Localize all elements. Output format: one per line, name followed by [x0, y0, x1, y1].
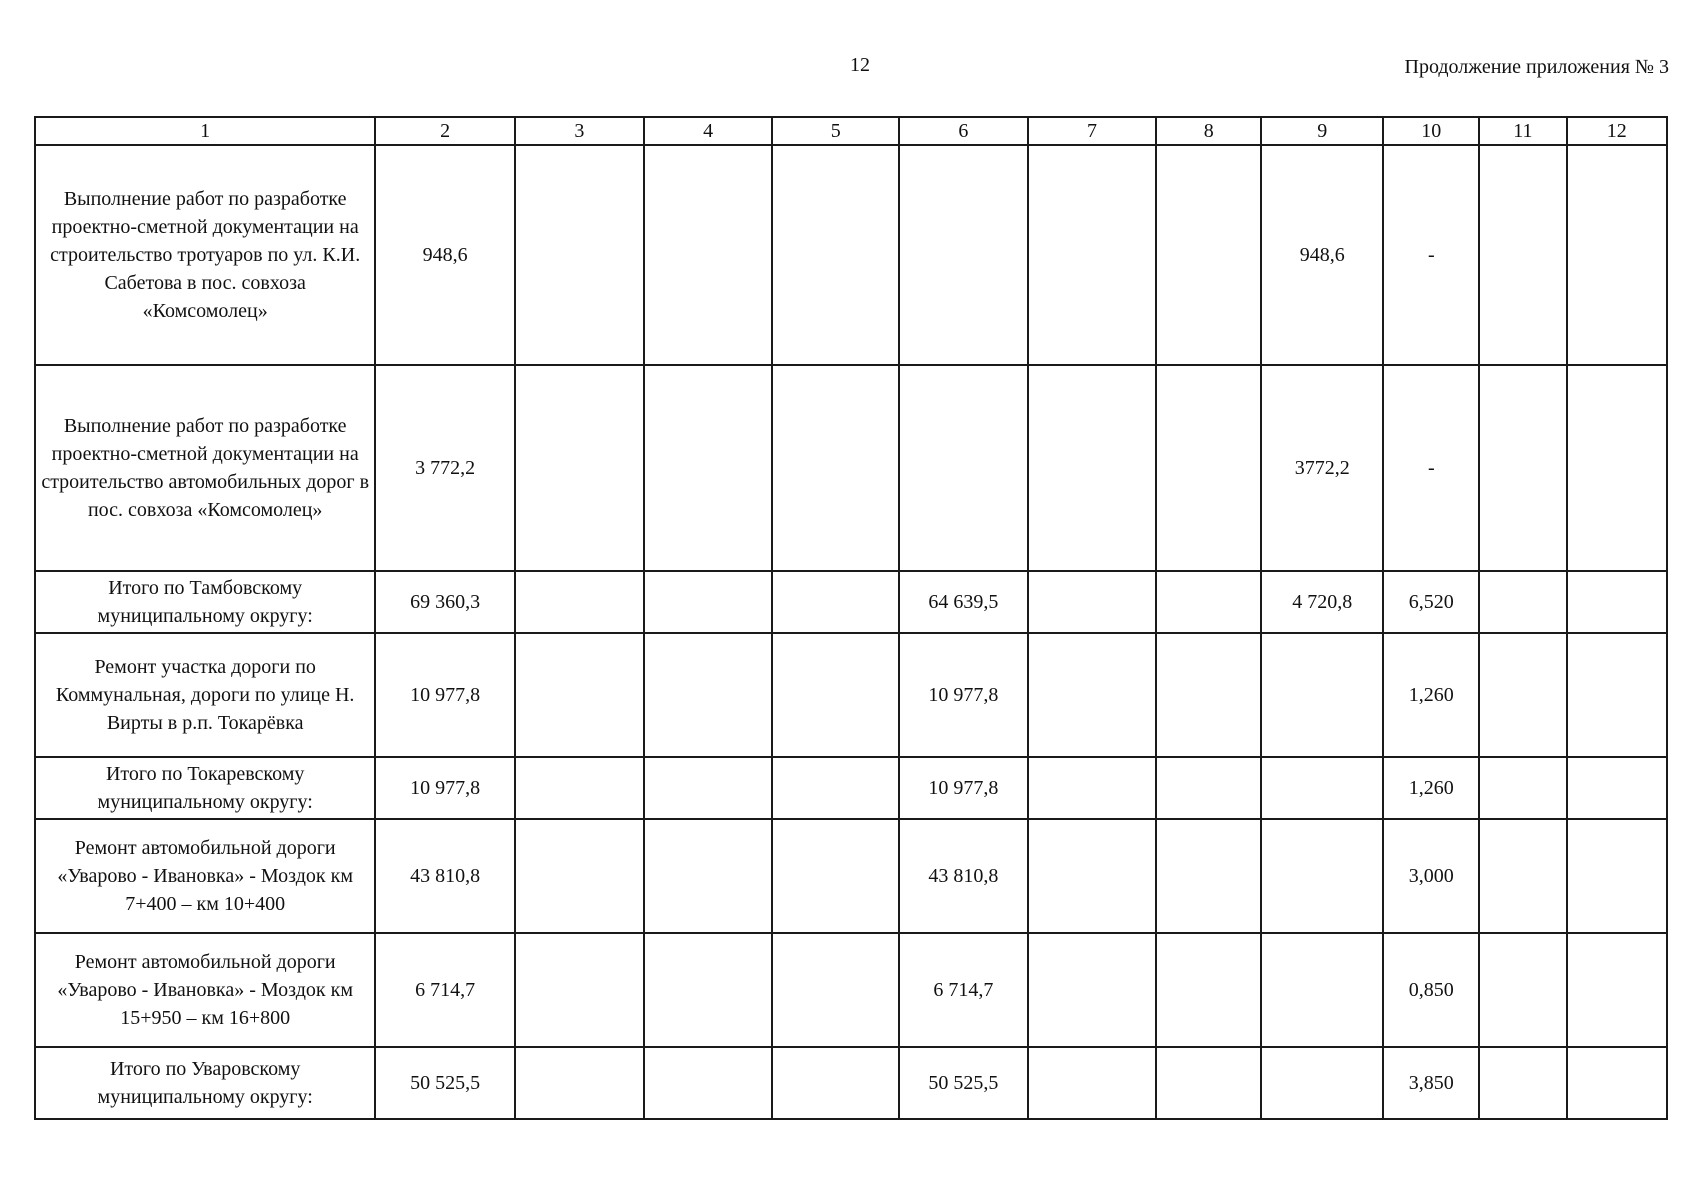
table-row	[35, 365, 1667, 571]
page-number: 12	[850, 54, 870, 76]
table-cell: 50 525,5	[375, 1047, 515, 1119]
table-cell: 3 772,2	[375, 365, 515, 571]
column-number: 9	[1261, 117, 1383, 145]
table-cell	[1261, 819, 1383, 933]
table-cell	[644, 1047, 773, 1119]
table-cell	[1567, 819, 1667, 933]
column-number-row	[35, 117, 1667, 145]
appendix-continuation-note: Продолжение приложения № 3	[1404, 56, 1669, 78]
table-cell: 3,000	[1383, 819, 1479, 933]
table-cell: 10 977,8	[899, 757, 1028, 819]
table-cell	[1479, 819, 1566, 933]
table-cell	[515, 365, 644, 571]
table-cell	[1261, 1047, 1383, 1119]
table-row	[35, 633, 1667, 757]
table-cell: 10 977,8	[375, 633, 515, 757]
column-number: 4	[644, 117, 773, 145]
table-row	[35, 819, 1667, 933]
table-cell	[1567, 571, 1667, 633]
table-cell	[515, 633, 644, 757]
column-number: 12	[1567, 117, 1667, 145]
column-number: 10	[1383, 117, 1479, 145]
table-cell: 948,6	[1261, 145, 1383, 365]
table-cell	[1028, 633, 1157, 757]
table-cell: 1,260	[1383, 757, 1479, 819]
table-cell	[1028, 571, 1157, 633]
table-cell	[1567, 933, 1667, 1047]
table-cell	[644, 365, 773, 571]
table-cell	[1567, 1047, 1667, 1119]
table-cell	[1479, 365, 1566, 571]
subtotal-label: Итого по Уваровскому муниципальному округу:	[35, 1047, 375, 1119]
table-cell	[1567, 757, 1667, 819]
table-cell	[1261, 933, 1383, 1047]
table-cell: -	[1383, 365, 1479, 571]
table-cell	[1156, 819, 1261, 933]
table-cell	[1156, 571, 1261, 633]
table-cell	[1567, 145, 1667, 365]
column-number: 5	[772, 117, 899, 145]
column-number: 6	[899, 117, 1028, 145]
table-cell: 6,520	[1383, 571, 1479, 633]
table-cell	[644, 933, 773, 1047]
subtotal-label: Итого по Тамбовскому муниципальному округу:	[35, 571, 375, 633]
subtotal-row	[35, 1047, 1667, 1119]
table-cell	[1156, 145, 1261, 365]
table-cell: 3,850	[1383, 1047, 1479, 1119]
table-cell	[772, 633, 899, 757]
table-row	[35, 933, 1667, 1047]
table-cell	[644, 571, 773, 633]
table-cell	[1156, 633, 1261, 757]
table-cell	[1028, 1047, 1157, 1119]
subtotal-label: Итого по Токаревскому муниципальному округу:	[35, 757, 375, 819]
table-cell	[644, 145, 773, 365]
table-cell	[899, 145, 1028, 365]
table-cell	[644, 757, 773, 819]
table-cell: 6 714,7	[899, 933, 1028, 1047]
table-cell	[515, 1047, 644, 1119]
table-cell: 69 360,3	[375, 571, 515, 633]
table-cell	[1028, 365, 1157, 571]
table-cell	[772, 757, 899, 819]
table-cell	[772, 819, 899, 933]
table-cell	[644, 819, 773, 933]
subtotal-row	[35, 571, 1667, 633]
table-cell	[1028, 819, 1157, 933]
column-number: 7	[1028, 117, 1157, 145]
column-number: 11	[1479, 117, 1566, 145]
table-cell	[1156, 1047, 1261, 1119]
table-cell: 6 714,7	[375, 933, 515, 1047]
table-cell: 10 977,8	[899, 633, 1028, 757]
table-cell	[899, 365, 1028, 571]
table-cell: 43 810,8	[899, 819, 1028, 933]
table-cell: -	[1383, 145, 1479, 365]
table-cell	[515, 933, 644, 1047]
table-cell	[1261, 633, 1383, 757]
table-cell	[772, 1047, 899, 1119]
table-cell	[1567, 633, 1667, 757]
row-description: Ремонт автомобильной дороги «Уварово - Ивановка» - Моздок км 15+950 – км 16+800	[35, 933, 375, 1047]
table-cell	[1479, 1047, 1566, 1119]
table-cell	[1479, 757, 1566, 819]
table-cell	[1028, 145, 1157, 365]
table-cell	[1479, 933, 1566, 1047]
column-number: 2	[375, 117, 515, 145]
table-cell	[1028, 933, 1157, 1047]
table-cell	[772, 145, 899, 365]
table-cell	[1156, 933, 1261, 1047]
table-cell	[1261, 757, 1383, 819]
table-cell	[1156, 365, 1261, 571]
table-cell: 3772,2	[1261, 365, 1383, 571]
row-description: Выполнение работ по разработке проектно-сметной документации на строительство автомобильных дорог в пос. совхоза «Комсомолец»	[35, 365, 375, 571]
table-cell	[515, 571, 644, 633]
table-cell: 0,850	[1383, 933, 1479, 1047]
table-cell	[515, 145, 644, 365]
table-cell	[1479, 145, 1566, 365]
column-number: 1	[35, 117, 375, 145]
table-cell: 43 810,8	[375, 819, 515, 933]
table-cell	[1479, 633, 1566, 757]
table-cell	[1567, 365, 1667, 571]
table-cell	[1479, 571, 1566, 633]
table-cell: 10 977,8	[375, 757, 515, 819]
table-cell	[772, 365, 899, 571]
row-description: Ремонт участка дороги по Коммунальная, дороги по улице Н. Вирты в р.п. Токарёвка	[35, 633, 375, 757]
column-number: 8	[1156, 117, 1261, 145]
table-cell: 50 525,5	[899, 1047, 1028, 1119]
table-cell	[515, 819, 644, 933]
table-cell	[515, 757, 644, 819]
table-cell	[644, 633, 773, 757]
data-table	[34, 116, 1668, 1120]
table-cell	[1156, 757, 1261, 819]
subtotal-row	[35, 757, 1667, 819]
table-cell: 948,6	[375, 145, 515, 365]
table-cell	[772, 571, 899, 633]
table-row	[35, 145, 1667, 365]
row-description: Ремонт автомобильной дороги «Уварово - Ивановка» - Моздок км 7+400 – км 10+400	[35, 819, 375, 933]
row-description: Выполнение работ по разработке проектно-сметной документации на строительство тротуаров по ул. К.И. Сабетова в пос. совхоза «Комсомолец»	[35, 145, 375, 365]
table-cell: 64 639,5	[899, 571, 1028, 633]
table-cell	[1028, 757, 1157, 819]
table-cell: 1,260	[1383, 633, 1479, 757]
column-number: 3	[515, 117, 644, 145]
table-cell	[772, 933, 899, 1047]
table-cell: 4 720,8	[1261, 571, 1383, 633]
